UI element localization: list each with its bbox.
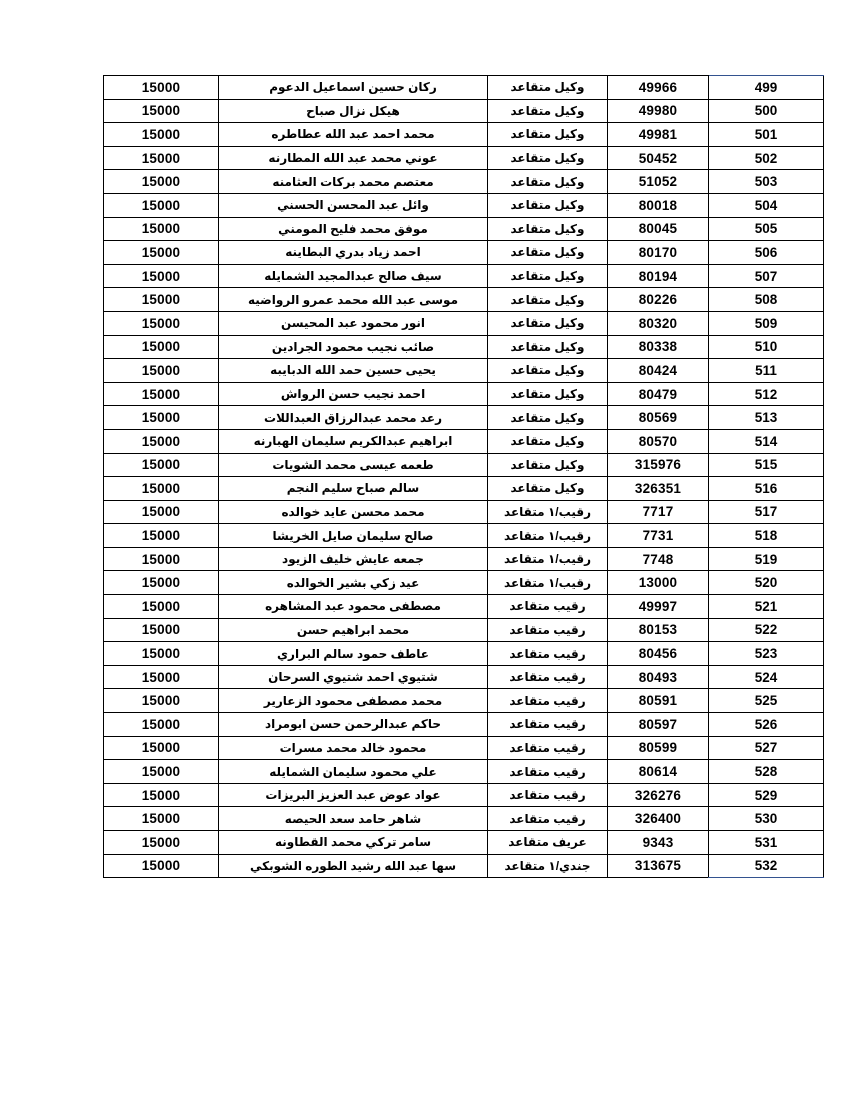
cell-military-number: 7717 [608,500,709,524]
cell-military-number: 80320 [608,311,709,335]
cell-sequence-number: 524 [709,665,824,689]
table-row [104,524,824,548]
cell-rank: وكيل متقاعد [488,99,608,123]
cell-rank: وكيل متقاعد [488,170,608,194]
table-row [104,311,824,335]
cell-amount: 15000 [104,99,219,123]
cell-full-name: مصطفى محمود عبد المشاهره [219,595,488,619]
cell-rank: وكيل متقاعد [488,123,608,147]
cell-rank: وكيل متقاعد [488,335,608,359]
cell-full-name: انور محمود عبد المحيسن [219,311,488,335]
cell-military-number: 80599 [608,736,709,760]
cell-military-number: 80424 [608,359,709,383]
cell-sequence-number: 518 [709,524,824,548]
cell-rank: رقيب متقاعد [488,713,608,737]
table-row [104,618,824,642]
cell-full-name: سالم صباح سليم النجم [219,477,488,501]
table-row [104,477,824,501]
cell-rank: وكيل متقاعد [488,146,608,170]
cell-rank: وكيل متقاعد [488,288,608,312]
cell-military-number: 80018 [608,193,709,217]
cell-sequence-number: 506 [709,241,824,265]
cell-sequence-number: 507 [709,264,824,288]
cell-military-number: 51052 [608,170,709,194]
cell-amount: 15000 [104,713,219,737]
cell-amount: 15000 [104,146,219,170]
cell-rank: وكيل متقاعد [488,382,608,406]
cell-sequence-number: 512 [709,382,824,406]
table-row [104,335,824,359]
cell-military-number: 80479 [608,382,709,406]
table-row [104,99,824,123]
cell-full-name: سها عبد الله رشيد الطوره الشوبكي [219,854,488,878]
cell-amount: 15000 [104,170,219,194]
cell-full-name: موفق محمد فليح المومني [219,217,488,241]
cell-sequence-number: 503 [709,170,824,194]
cell-military-number: 7731 [608,524,709,548]
cell-sequence-number: 528 [709,760,824,784]
cell-sequence-number: 525 [709,689,824,713]
cell-amount: 15000 [104,477,219,501]
cell-full-name: شتيوي احمد شتيوي السرحان [219,665,488,689]
cell-amount: 15000 [104,760,219,784]
table-row [104,146,824,170]
cell-sequence-number: 529 [709,783,824,807]
cell-sequence-number: 530 [709,807,824,831]
cell-sequence-number: 511 [709,359,824,383]
cell-full-name: علي محمود سليمان الشمايله [219,760,488,784]
cell-military-number: 80493 [608,665,709,689]
cell-sequence-number: 502 [709,146,824,170]
cell-sequence-number: 519 [709,547,824,571]
cell-military-number: 315976 [608,453,709,477]
cell-sequence-number: 527 [709,736,824,760]
cell-amount: 15000 [104,807,219,831]
table-row [104,288,824,312]
cell-rank: وكيل متقاعد [488,477,608,501]
cell-amount: 15000 [104,854,219,878]
cell-full-name: محمد محسن عايد خوالده [219,500,488,524]
table-row [104,170,824,194]
cell-military-number: 49981 [608,123,709,147]
cell-amount: 15000 [104,76,219,100]
table-row [104,831,824,855]
cell-military-number: 13000 [608,571,709,595]
cell-full-name: سامر تركي محمد القطاونه [219,831,488,855]
cell-amount: 15000 [104,311,219,335]
cell-sequence-number: 500 [709,99,824,123]
table-row [104,595,824,619]
cell-full-name: عوني محمد عبد الله المطارنه [219,146,488,170]
cell-sequence-number: 509 [709,311,824,335]
cell-full-name: محمد احمد عبد الله عطاطره [219,123,488,147]
cell-full-name: جمعه عايش خليف الزيود [219,547,488,571]
table-row [104,406,824,430]
cell-rank: رقيب/١ متقاعد [488,524,608,548]
cell-amount: 15000 [104,831,219,855]
cell-amount: 15000 [104,547,219,571]
cell-amount: 15000 [104,123,219,147]
cell-full-name: شاهر حامد سعد الحيصه [219,807,488,831]
table-row [104,689,824,713]
cell-military-number: 50452 [608,146,709,170]
cell-amount: 15000 [104,193,219,217]
cell-rank: وكيل متقاعد [488,359,608,383]
cell-rank: رقيب متقاعد [488,807,608,831]
cell-amount: 15000 [104,665,219,689]
table-row [104,429,824,453]
cell-rank: وكيل متقاعد [488,76,608,100]
table-row [104,807,824,831]
cell-sequence-number: 531 [709,831,824,855]
cell-full-name: صالح سليمان صايل الخريشا [219,524,488,548]
cell-rank: رقيب متقاعد [488,642,608,666]
table-row [104,783,824,807]
cell-rank: وكيل متقاعد [488,453,608,477]
cell-sequence-number: 515 [709,453,824,477]
table-row [104,193,824,217]
cell-full-name: عواد عوض عبد العزيز البريزات [219,783,488,807]
cell-military-number: 80591 [608,689,709,713]
cell-military-number: 80194 [608,264,709,288]
cell-sequence-number: 526 [709,713,824,737]
table-row [104,382,824,406]
cell-sequence-number: 521 [709,595,824,619]
cell-military-number: 80614 [608,760,709,784]
cell-rank: جندي/١ متقاعد [488,854,608,878]
cell-rank: رقيب متقاعد [488,760,608,784]
cell-sequence-number: 501 [709,123,824,147]
table-row [104,665,824,689]
cell-amount: 15000 [104,595,219,619]
cell-military-number: 9343 [608,831,709,855]
cell-military-number: 326276 [608,783,709,807]
cell-rank: رقيب متقاعد [488,618,608,642]
cell-full-name: ابراهيم عبدالكريم سليمان الهبارنه [219,429,488,453]
cell-sequence-number: 508 [709,288,824,312]
cell-rank: رقيب متقاعد [488,736,608,760]
cell-amount: 15000 [104,453,219,477]
cell-military-number: 80570 [608,429,709,453]
cell-rank: رقيب/١ متقاعد [488,571,608,595]
cell-rank: رقيب/١ متقاعد [488,500,608,524]
table-row [104,760,824,784]
cell-full-name: وائل عبد المحسن الحسني [219,193,488,217]
cell-military-number: 80597 [608,713,709,737]
cell-amount: 15000 [104,335,219,359]
cell-amount: 15000 [104,264,219,288]
cell-military-number: 80045 [608,217,709,241]
cell-amount: 15000 [104,288,219,312]
cell-sequence-number: 517 [709,500,824,524]
cell-full-name: طعمه عيسى محمد الشويات [219,453,488,477]
table-body [104,76,824,878]
cell-sequence-number: 513 [709,406,824,430]
cell-sequence-number: 505 [709,217,824,241]
cell-rank: وكيل متقاعد [488,311,608,335]
pension-table [103,75,824,878]
cell-military-number: 80338 [608,335,709,359]
cell-military-number: 80170 [608,241,709,265]
cell-full-name: هيكل نزال صباح [219,99,488,123]
cell-amount: 15000 [104,618,219,642]
table-row [104,571,824,595]
cell-sequence-number: 499 [709,76,824,100]
cell-rank: وكيل متقاعد [488,217,608,241]
cell-military-number: 7748 [608,547,709,571]
cell-amount: 15000 [104,359,219,383]
cell-full-name: محمود خالد محمد مسرات [219,736,488,760]
cell-full-name: احمد زياد بدري البطاينه [219,241,488,265]
table-row [104,713,824,737]
cell-full-name: معتصم محمد بركات العثامنه [219,170,488,194]
cell-amount: 15000 [104,571,219,595]
cell-sequence-number: 523 [709,642,824,666]
cell-full-name: صائب نجيب محمود الجرادين [219,335,488,359]
cell-full-name: عيد زكي بشير الخوالده [219,571,488,595]
table-row [104,123,824,147]
cell-amount: 15000 [104,783,219,807]
cell-rank: وكيل متقاعد [488,429,608,453]
cell-sequence-number: 520 [709,571,824,595]
cell-sequence-number: 516 [709,477,824,501]
cell-full-name: حاكم عبدالرحمن حسن ابومراد [219,713,488,737]
table-row [104,736,824,760]
cell-sequence-number: 532 [709,854,824,878]
cell-sequence-number: 522 [709,618,824,642]
cell-full-name: يحيى حسين حمد الله الدبايبه [219,359,488,383]
cell-rank: رقيب متقاعد [488,783,608,807]
cell-full-name: ركان حسين اسماعيل الدعوم [219,76,488,100]
pension-table-container [103,75,824,878]
table-row [104,854,824,878]
cell-military-number: 80569 [608,406,709,430]
cell-rank: وكيل متقاعد [488,264,608,288]
cell-amount: 15000 [104,217,219,241]
table-row [104,241,824,265]
table-row [104,359,824,383]
cell-amount: 15000 [104,241,219,265]
cell-rank: عريف متقاعد [488,831,608,855]
cell-full-name: رعد محمد عبدالرزاق العبداللات [219,406,488,430]
cell-full-name: عاطف حمود سالم البراري [219,642,488,666]
cell-rank: رقيب متقاعد [488,689,608,713]
cell-amount: 15000 [104,500,219,524]
table-row [104,453,824,477]
cell-amount: 15000 [104,689,219,713]
cell-rank: رقيب متقاعد [488,595,608,619]
cell-amount: 15000 [104,406,219,430]
table-row [104,642,824,666]
cell-military-number: 80153 [608,618,709,642]
cell-military-number: 326400 [608,807,709,831]
table-row [104,547,824,571]
cell-amount: 15000 [104,429,219,453]
cell-military-number: 326351 [608,477,709,501]
cell-military-number: 313675 [608,854,709,878]
table-row [104,500,824,524]
cell-full-name: احمد نجيب حسن الرواش [219,382,488,406]
cell-rank: وكيل متقاعد [488,241,608,265]
cell-military-number: 80226 [608,288,709,312]
cell-amount: 15000 [104,736,219,760]
cell-sequence-number: 504 [709,193,824,217]
table-row [104,217,824,241]
cell-military-number: 49966 [608,76,709,100]
cell-amount: 15000 [104,382,219,406]
cell-amount: 15000 [104,524,219,548]
cell-sequence-number: 510 [709,335,824,359]
cell-rank: وكيل متقاعد [488,406,608,430]
cell-full-name: موسى عبد الله محمد عمرو الرواضيه [219,288,488,312]
cell-full-name: محمد مصطفى محمود الزعارير [219,689,488,713]
cell-military-number: 80456 [608,642,709,666]
cell-amount: 15000 [104,642,219,666]
cell-sequence-number: 514 [709,429,824,453]
cell-rank: رقيب/١ متقاعد [488,547,608,571]
cell-full-name: محمد ابراهيم حسن [219,618,488,642]
cell-full-name: سيف صالح عبدالمجيد الشمايله [219,264,488,288]
cell-military-number: 49997 [608,595,709,619]
table-row [104,76,824,100]
cell-rank: رقيب متقاعد [488,665,608,689]
cell-military-number: 49980 [608,99,709,123]
cell-rank: وكيل متقاعد [488,193,608,217]
table-row [104,264,824,288]
